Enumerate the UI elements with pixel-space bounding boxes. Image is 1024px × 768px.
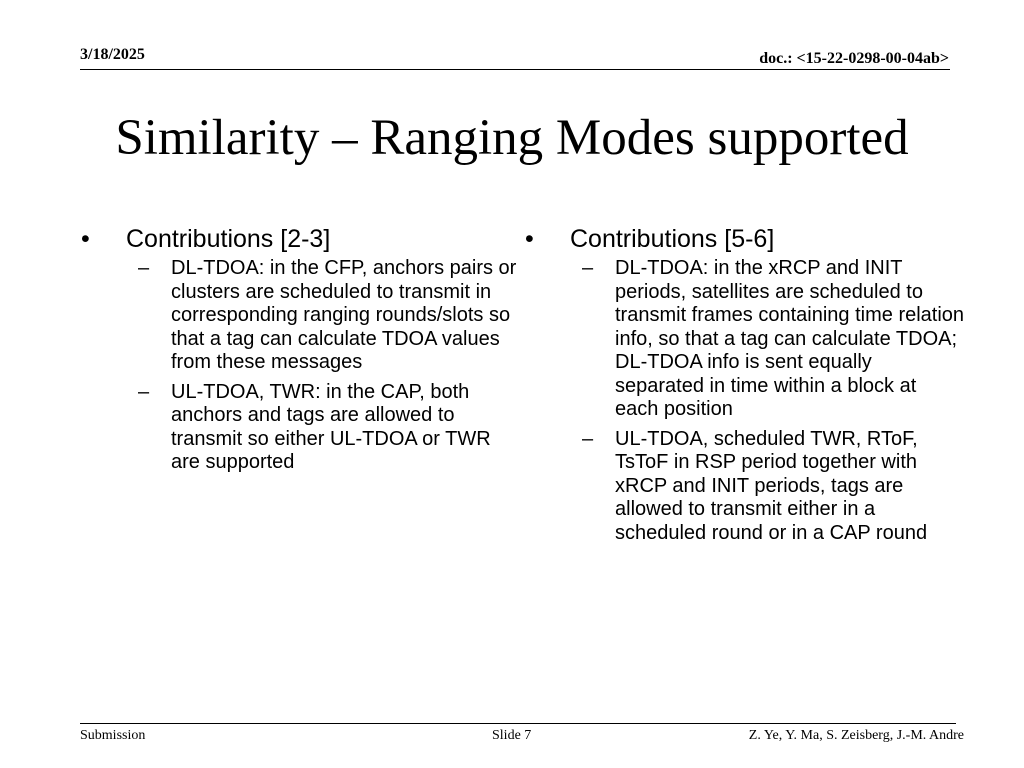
header-divider xyxy=(80,69,950,70)
dash-marker: – xyxy=(582,427,594,450)
list-item xyxy=(582,257,965,422)
left-column xyxy=(81,223,521,481)
header-doc-id: doc.: <15-22-0298-00-04ab> xyxy=(759,50,949,67)
list-item xyxy=(138,381,521,475)
right-heading: Contributions [5-6] xyxy=(570,225,775,253)
left-subitems xyxy=(138,257,521,475)
footer-submission: Submission xyxy=(80,728,146,743)
left-heading: Contributions [2-3] xyxy=(126,225,331,253)
list-item xyxy=(138,257,521,375)
bullet-marker: • xyxy=(81,225,90,253)
footer-slide-number: Slide 7 xyxy=(492,728,532,743)
dash-marker: – xyxy=(138,257,150,279)
footer-authors: Z. Ye, Y. Ma, S. Zeisberg, J.-M. Andre xyxy=(748,728,964,743)
list-item xyxy=(582,428,965,546)
left-bullet xyxy=(81,223,521,255)
header-date: 3/18/2025 xyxy=(80,46,145,63)
footer-divider xyxy=(80,723,956,724)
right-item-1: DL-TDOA: in the xRCP and INIT periods, satellites are scheduled to transmit frames containing time relation info, so that a tag can calculate TDOA; DL-TDOA info is sent equally separated in time within a block at each position xyxy=(615,257,965,420)
bullet-marker: • xyxy=(525,225,534,253)
right-subitems xyxy=(582,257,965,545)
right-item-2: UL-TDOA, scheduled TWR, RToF, TsToF in RSP period together with xRCP and INIT periods, tags are allowed to transmit either in a scheduled round or in a CAP round xyxy=(615,427,928,544)
left-item-1: DL-TDOA: in the CFP, anchors pairs or clusters are scheduled to transmit in corresponding ranging rounds/slots so that a tag can calculate TDOA values from these messages xyxy=(171,257,517,373)
dash-marker: – xyxy=(138,380,150,403)
slide-title: Similarity – Ranging Modes supported xyxy=(115,110,909,166)
dash-marker: – xyxy=(582,257,594,279)
right-bullet xyxy=(525,223,965,255)
right-column xyxy=(525,223,965,551)
left-item-2: UL-TDOA, TWR: in the CAP, both anchors and tags are allowed to transmit so either UL-TDOA or TWR are supported xyxy=(171,380,491,473)
